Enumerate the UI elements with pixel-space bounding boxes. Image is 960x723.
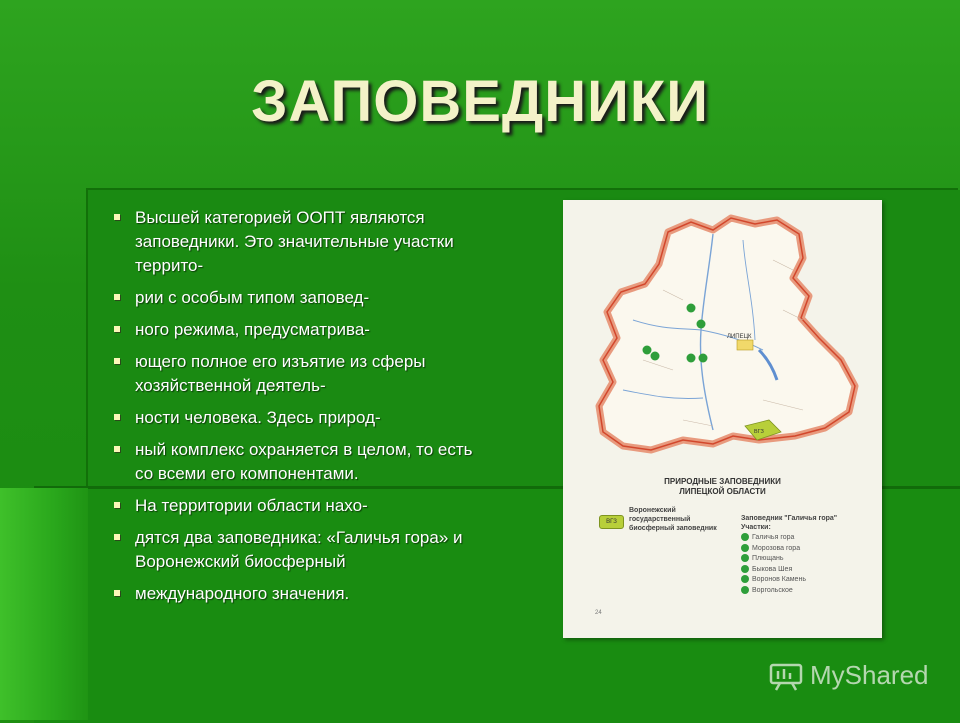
reserve-site-marker (687, 354, 696, 363)
site-item: Галичья гора (741, 533, 806, 544)
site-item: Воронов Камень (741, 575, 806, 586)
legend-title: ПРИРОДНЫЕ ЗАПОВЕДНИКИ ЛИПЕЦКОЙ ОБЛАСТИ (664, 477, 781, 496)
legend-voronezh: Воронежский государственный биосферный заповедник (629, 507, 717, 532)
vgz-legend-badge: ВГЗ (599, 515, 624, 529)
bullet-item: ющего полное его изъятие из сферы хозяйственной деятель- (112, 350, 492, 398)
site-item: Быкова Шея (741, 565, 806, 576)
reserve-site-marker (643, 346, 652, 355)
bullet-item: ного режима, предусматрива- (112, 318, 492, 342)
reserve-site-marker (651, 352, 660, 361)
bullet-item: ности человека. Здесь природ- (112, 406, 492, 430)
bullet-list (112, 206, 492, 614)
bullet-item: дятся два заповедника: «Галичья гора» и Воронежский биосферный (112, 526, 492, 574)
watermark-text: MyShared (810, 659, 929, 690)
watermark (768, 656, 929, 694)
city-label: ЛИПЕЦК (727, 334, 752, 340)
bullet-item: рии с особым типом заповед- (112, 286, 492, 310)
site-item: Плющань (741, 554, 806, 565)
site-item: Морозова гора (741, 544, 806, 555)
bullet-item: международного значения. (112, 582, 492, 606)
bullet-item: На территории области нахо- (112, 494, 492, 518)
vgz-map-label: ВГЗ (754, 429, 764, 435)
reserve-site-marker (699, 354, 708, 363)
legend-galichya: Заповедник "Галичья гора" Участки: (741, 515, 838, 531)
reserve-site-marker (687, 304, 696, 313)
site-item: Воргольское (741, 586, 806, 597)
reserve-site-marker (697, 320, 706, 329)
projector-logo-icon (768, 659, 804, 691)
site-list (741, 533, 806, 596)
bullet-item: Высшей категорией ООПТ являются заповедники. Это значительные участки террито- (112, 206, 492, 278)
reserves-map-image (563, 200, 882, 638)
left-accent-strip (0, 488, 88, 720)
page-number: 24 (595, 610, 602, 616)
region-map (563, 200, 882, 480)
slide-title: ЗАПОВЕДНИКИ (251, 69, 709, 134)
bullet-item: ный комплекс охраняется в целом, то есть со всеми его компонентами. (112, 438, 492, 486)
